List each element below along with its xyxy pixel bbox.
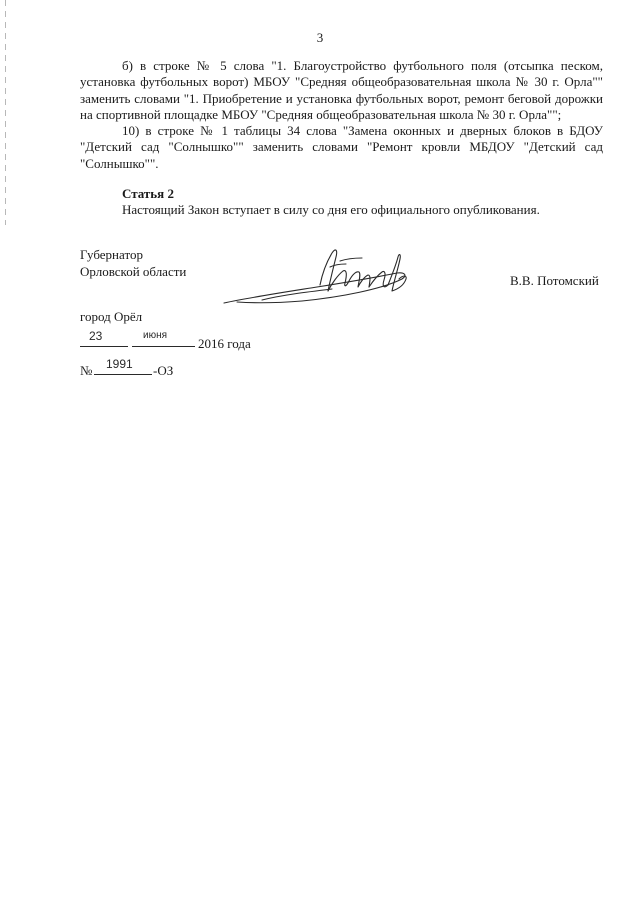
- place-of-signing: город Орёл: [80, 309, 143, 324]
- article-2-text: Настоящий Закон вступает в силу со дня его официального опубликования.: [122, 202, 540, 218]
- signatory-name: В.В. Потомский: [510, 273, 599, 288]
- law-number-underline: [94, 374, 152, 375]
- date-month: июня: [143, 330, 168, 341]
- signatory-position-line1: Губернатор: [80, 247, 143, 262]
- page-number: 3: [316, 30, 324, 45]
- signatory-position-line2: Орловской области: [80, 264, 187, 279]
- law-number-value: 1991: [106, 357, 133, 371]
- date-year: 2016 года: [198, 336, 251, 351]
- amendment-paragraph-b: б) в строке № 5 слова "1. Благоустройство футбольного поля (отсыпка песком, установка футбольных ворот) МБОУ "Средняя общеобразовательная школа № 30 г. Орла"" заменить словами "1. Приобретение и установка футбольных ворот, ремонт беговой дорожки на спортивной площадке МБОУ "Средняя общеобразовательная школа № 30 г. Орла"";: [80, 58, 603, 122]
- date-month-underline: [132, 346, 195, 347]
- article-2-heading: Статья 2: [122, 186, 174, 202]
- law-number-suffix: -ОЗ: [153, 363, 174, 378]
- date-day-underline: [80, 346, 128, 347]
- law-number-prefix: №: [80, 363, 93, 378]
- document-body: [80, 58, 603, 219]
- amendment-paragraph-10: 10) в строке № 1 таблицы 34 слова "Замена оконных и дверных блоков в БДОУ "Детский сад "Солнышко"" заменить словами "Ремонт кровли МБДОУ "Детский сад "Солнышко"".: [80, 123, 603, 171]
- date-day: 23: [89, 329, 103, 343]
- handwritten-signature: [222, 245, 412, 310]
